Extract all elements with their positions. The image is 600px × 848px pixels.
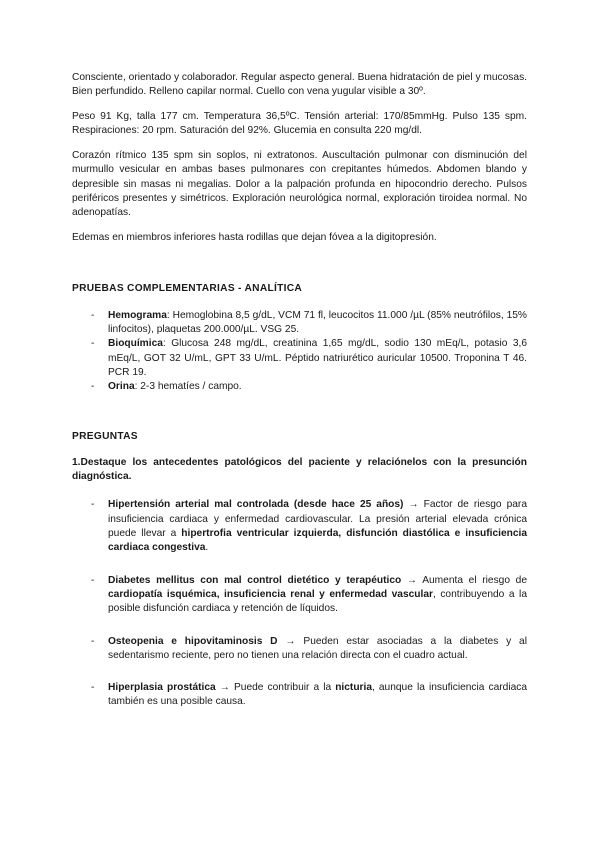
test-label-hemograma: Hemograma [108,309,167,321]
exploration-physical: Corazón rítmico 135 spm sin soplos, ni extratonos. Auscultación pulmonar con disminución del murmullo vesicular en ambas bases pulmonares con crepitantes húmedos. Abdomen blando y depresible sin masas ni megalias. Dolor a la palpación profunda en hipocondrio derecho. Pulsos periféricos presentes y simétricos. Exploración neurológica normal, exploración tiroidea normal. No adenopatías. [72,150,527,219]
list-item [72,681,527,710]
answer-text: Osteopenia e hipovitaminosis D [108,635,278,647]
answer-text: → Puede contribuir a la [215,682,336,694]
answer-text: Hipertensión arterial mal controlada (desde hace 25 años) [108,499,404,511]
test-value-hemograma: : Hemoglobina 8,5 g/dL, VCM 71 fl, leucocitos 11.000 /µL (85% neutrófilos, 15% linfocitos), plaquetas 200.000/µL. VSG 25. [108,309,527,336]
test-label-bioquimica: Bioquímica [108,338,163,350]
tests-list [72,309,527,395]
tests-heading: PRUEBAS COMPLEMENTARIAS - ANALÍTICA [72,283,303,295]
question-1-title: 1.Destaque los antecedentes patológicos del paciente y relaciónelos con la presunción diagnóstica. [72,456,527,483]
answer-text: nicturia [335,682,372,694]
answer-text: cardiopatía isquémica, insuficiencia renal y enfermedad vascular [108,588,433,600]
answer-text: . [205,542,209,554]
test-label-orina: Orina [108,381,135,393]
document-page [72,71,527,710]
answer-text: → Factor de riesgo para insuficiencia cardiaca y enfermedad cardiovascular. La presión arterial elevada crónica puede llevar a [108,499,527,540]
list-item [72,337,527,380]
answer-text: , contribuyendo a la posible disfunción cardiaca y retención de líquidos. [108,588,527,615]
bullet-dash: - [91,574,95,586]
list-item [72,380,527,394]
list-item [72,635,527,664]
bullet-dash: - [91,309,95,321]
answer-text: hipertrofia ventricular izquierda, disfunción diastólica e insuficiencia cardiaca congestiva [108,528,527,554]
answer-text: Diabetes mellitus con mal control dietético y terapéutico [108,574,402,586]
questions-heading: PREGUNTAS [72,430,138,442]
exploration-general: Consciente, orientado y colaborador. Regular aspecto general. Buena hidratación de piel y mucosas. Bien perfundido. Relleno capilar normal. Cuello con vena yugular visible a 30º. [72,72,527,98]
bullet-dash: - [91,499,95,511]
answer-text: Hiperplasia prostática [108,682,216,694]
test-value-bioquimica: : Glucosa 248 mg/dL, creatinina 1,65 mg/dL, sodio 130 mEq/L, potasio 3,6 mEq/L, GOT 32 U/mL, GPT 33 U/mL. Péptido natriurético auricular 10500. Troponina T 46. PCR 19. [108,338,527,378]
bullet-dash: - [91,635,95,647]
list-item [72,498,527,555]
answer-text: → Pueden estar asociadas a la diabetes y al sedentarismo reciente, pero no tienen una relación directa con el cuadro actual. [108,635,527,661]
bullet-dash: - [91,338,95,350]
bullet-dash: - [91,381,95,393]
list-item [72,309,527,338]
exploration-edema: Edemas en miembros inferiores hasta rodillas que dejan fóvea a la digitopresión. [72,232,437,244]
answer-list [72,498,527,709]
exploration-vitals: Peso 91 Kg, talla 177 cm. Temperatura 36,5ºC. Tensión arterial: 170/85mmHg. Pulso 135 spm. Respiraciones: 20 rpm. Saturación del 92%. Glucemia en consulta 220 mg/dl. [72,111,527,137]
bullet-dash: - [91,682,95,694]
answer-text: → Aumenta el riesgo de [401,574,527,586]
answer-text: , aunque la insuficiencia cardiaca también es una posible causa. [108,682,528,708]
list-item [72,574,527,617]
test-value-orina: : 2-3 hematíes / campo. [134,381,242,393]
